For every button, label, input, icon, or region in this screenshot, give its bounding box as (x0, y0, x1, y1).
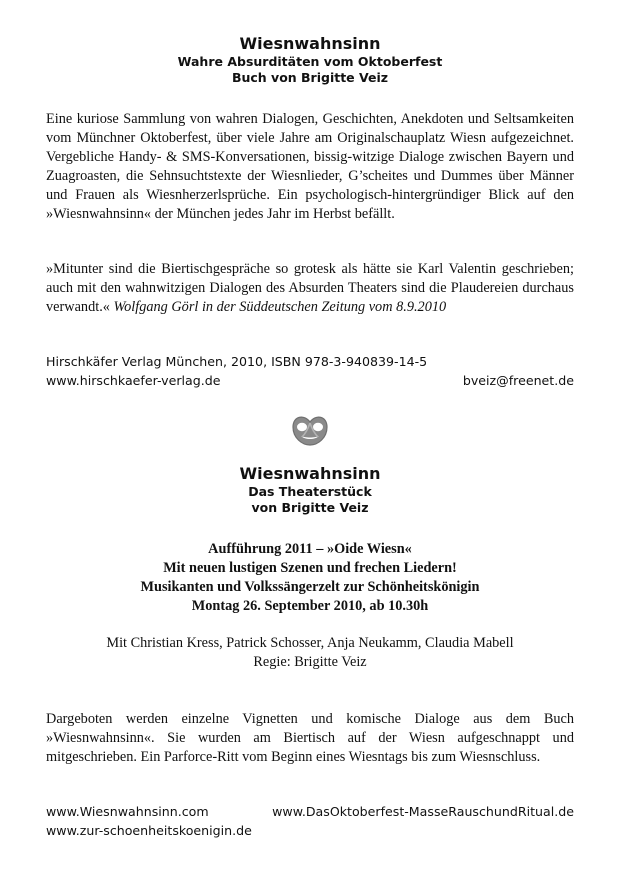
play-author: von Brigitte Veiz (251, 500, 369, 515)
announcement-line: Musikanten und Volkssängerzelt zur Schönheitskönigin (140, 579, 480, 595)
cast-block (46, 634, 574, 672)
announcement-line: Aufführung 2011 – »Oide Wiesn« (208, 541, 412, 557)
book-author: Buch von Brigitte Veiz (231, 70, 389, 85)
performance-announcement (46, 540, 574, 616)
quote-text: »Mitunter sind die Biertischgespräche so grotesk als hätte sie Karl Valentin geschrieben; auch mit den wahnwitzigen Dialogen des Absurden Theaters sind die Plaudereien durchaus verwandt.« (46, 261, 574, 315)
director: Regie: Brigitte Veiz (253, 654, 367, 670)
announcement-line: Montag 26. September 2010, ab 10.30h (191, 598, 429, 614)
publisher-website-link[interactable]: www.hirschkaefer-verlag.de (46, 373, 221, 388)
book-contact-row (46, 371, 574, 390)
play-title: Wiesnwahnsinn (239, 464, 381, 483)
play-description: Dargeboten werden einzelne Vignetten und komische Dialoge aus dem Buch »Wiesnwahnsinn«. Sie wurden am Biertisch auf der Wiesn aufgeschnappt und mitgeschrieben. Ein Parforce-Ritt vom Beginn eines Wiesntags bis zum Wiesnschluss. (46, 711, 574, 765)
book-publisher: Hirschkäfer Verlag München, 2010, ISBN 978-3-940839-14-5 (46, 354, 428, 369)
links-block (46, 802, 574, 840)
play-header (46, 464, 574, 516)
book-description: Eine kuriose Sammlung von wahren Dialogen, Geschichten, Anekdoten und Seltsamkeiten vom Münchner Oktoberfest, über viele Jahre am Originalschauplatz Wiesn aufgezeichnet. Vergebliche Handy- & SMS-Konversationen, bissig-witzige Dialoge zwischen Bayern und Zuagroasten, die Sehnsuchtstexte der Wiesnlieder, G’scheites und Dummes über Männer und Frauen als Wiesnherzerlsprüche. Ein psychologisch-hintergründiger Blick auf den »Wiesnwahnsinn« der München jedes Jahr im Herbst befällt. (46, 111, 574, 222)
play-subtitle: Das Theaterstück (248, 484, 372, 499)
wiesnwahnsinn-link[interactable]: www.Wiesnwahnsinn.com (46, 804, 209, 819)
announcement-line: Mit neuen lustigen Szenen und frechen Liedern! (163, 560, 457, 576)
oktoberfest-link[interactable]: www.DasOktoberfest-MasseRauschundRitual.de (272, 804, 574, 819)
book-title: Wiesnwahnsinn (239, 34, 381, 53)
book-subtitle: Wahre Absurditäten vom Oktoberfest (177, 54, 443, 69)
book-header (46, 34, 574, 86)
cast-list: Mit Christian Kress, Patrick Schosser, Anja Neukamm, Claudia Mabell (106, 635, 514, 651)
schoenheitskoenigin-link[interactable]: www.zur-schoenheitskoenigin.de (46, 823, 252, 838)
links-row (46, 802, 574, 821)
email-link[interactable]: bveiz@freenet.de (462, 373, 574, 388)
book-quote (46, 260, 574, 317)
pretzel-icon (290, 414, 330, 448)
quote-source: Wolfgang Görl in der Süddeutschen Zeitung vom 8.9.2010 (113, 299, 447, 315)
